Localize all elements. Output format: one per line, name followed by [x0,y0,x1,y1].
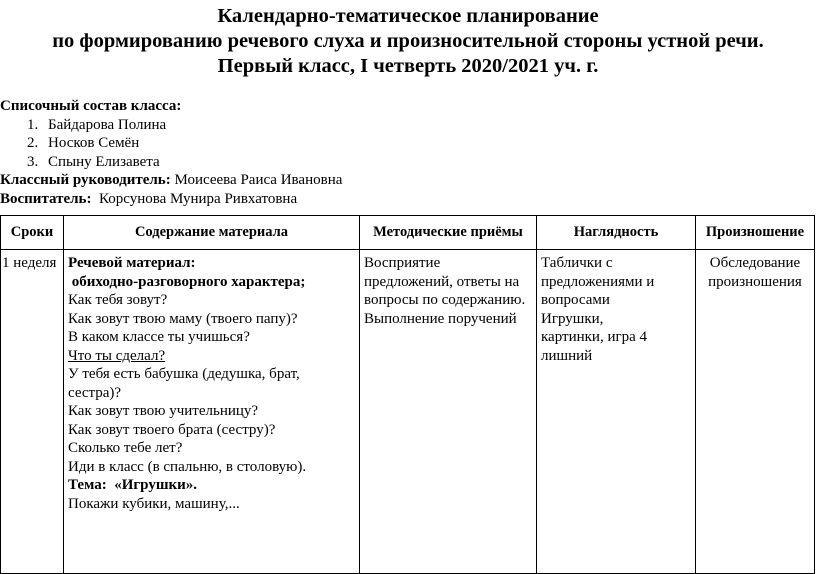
content-line: Покажи кубики, машину,... [68,495,240,512]
plan-table [0,215,815,574]
cell-period [1,250,64,574]
class-head-label: Классный руководитель: [0,172,171,188]
class-info [0,97,816,208]
header-methods: Методические приёмы [360,216,537,250]
title-line-2: по формированию речевого слуха и произносительной стороны устной речи. [52,30,764,52]
cell-content [64,250,360,574]
visuals-line: лишний [541,347,593,364]
content-line: сестра)? [68,384,122,401]
table-row [1,250,815,574]
title-line-3: Первый класс, I четверть 2020/2021 уч. г. [217,55,599,77]
content-line: Как зовут твою маму (твоего папу)? [68,310,298,327]
tutor-line [0,190,816,209]
content-topic: Тема: «Игрушки». [68,477,198,493]
title-line-1: Календарно-тематическое планирование [217,5,599,27]
methods-line: Выполнение поручений [364,310,517,327]
cell-pronunciation [696,250,815,574]
pronunciation-line: Обследование [709,255,801,271]
pronunciation-line: произношения [708,273,802,290]
header-content: Содержание материала [64,216,360,250]
content-line: В каком классе ты учишься? [68,329,250,345]
methods-line: вопросы по содержанию. [364,292,526,308]
content-line: Как зовут твою учительницу? [68,403,259,419]
visuals-line: предложениями и [541,273,655,290]
document-title [0,4,816,79]
student-list [0,116,816,172]
header-pronunciation: Произношение [696,216,815,250]
content-heading: Речевой материал: [68,255,196,271]
period-text: 1 неделя [2,255,57,271]
visuals-line: Таблички с [541,255,613,271]
content-subheading: обиходно-разговорного характера; [68,273,306,290]
header-period: Сроки [1,216,64,250]
cell-methods [360,250,537,574]
content-line: Как зовут твоего брата (сестру)? [68,421,276,438]
class-list-label: Списочный состав класса: [0,98,182,114]
content-line: Как тебя зовут? [68,292,168,308]
visuals-line: картинки, игра 4 [541,329,648,345]
tutor-name: Корсунова Мунира Ривхатовна [91,190,298,207]
content-line: Что ты сделал? [68,347,166,364]
student-item: 1. Байдарова Полина [42,116,816,135]
cell-visuals [537,250,696,574]
class-head-line [0,171,816,190]
student-item: 2. Носков Семён [42,134,816,153]
methods-line: предложений, ответы на [364,273,520,290]
tutor-label: Воспитатель: [0,190,92,207]
visuals-line: вопросами [541,292,610,308]
student-item: 3. Спыну Елизавета [42,153,816,172]
header-visuals: Наглядность [537,216,696,250]
content-line: Сколько тебе лет? [68,440,183,456]
content-line: У тебя есть бабушка (дедушка, брат, [68,366,300,382]
table-header-row [1,216,815,250]
content-line: Иди в класс (в спальню, в столовую). [68,458,307,475]
class-head-name: Моисеева Раиса Ивановна [170,172,343,188]
visuals-line: Игрушки, [541,310,604,327]
methods-line: Восприятие [364,255,441,271]
